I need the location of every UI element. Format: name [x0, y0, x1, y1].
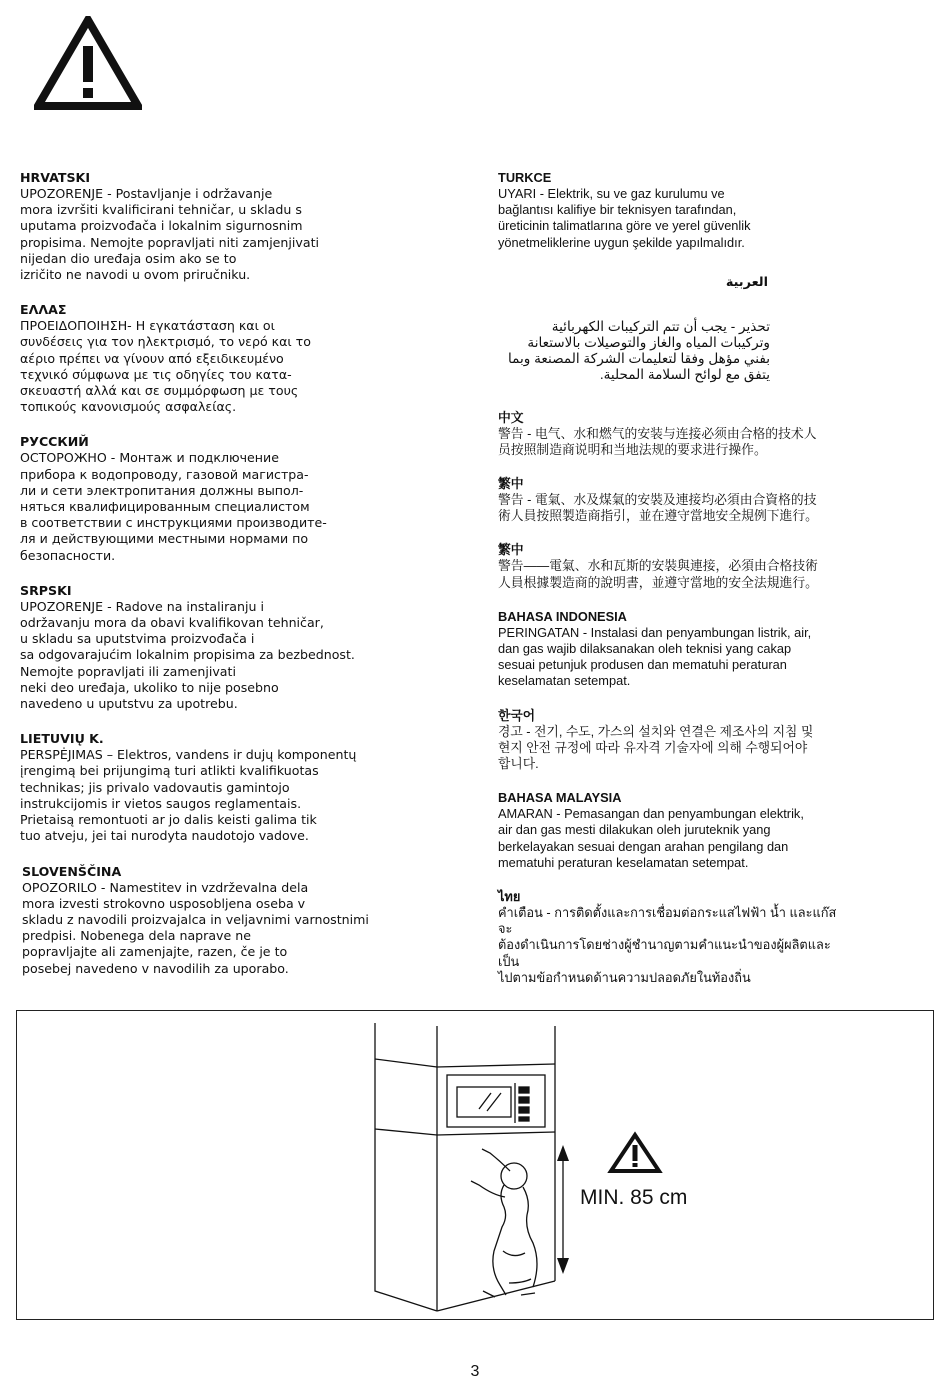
section-body: ОСТОРОЖНО - Монтаж и подключение прибора к водопроводу, газовой магистра- ли и сети электропитания должны выпол- няться квалифицированным специалистом в соответствии с инструкциями производите- ля и действующими местными нормами по безопасности.: [20, 450, 327, 563]
section-body: PERINGATAN - Instalasi dan penyambungan listrik, air, dan gas wajib dilaksanakan oleh teknisi yang cakap sesuai petunjuk produsen dan mematuhi peraturan keselamatan setempat.: [498, 624, 812, 689]
page-number: 3: [470, 1363, 480, 1380]
section-heading: SLOVENŠČINA: [22, 863, 122, 879]
section-srpski: [20, 583, 460, 712]
section-body: 警告——電氣、水和瓦斯的安裝與連接，必須由合格技術 人員根據製造商的說明書，並遵守當地的安全法規進行。: [498, 558, 818, 590]
section-body: AMARAN - Pemasangan dan penyambungan elektrik, air dan gas mesti dilakukan oleh juruteknik yang berkelayakan sesuai dengan arahan pengilang dan mematuhi peraturan keselamatan setempat.: [498, 806, 804, 870]
section-heading: BAHASA MALAYSIA: [498, 790, 622, 806]
section-heading: TURKCE: [498, 170, 552, 185]
section-heading: HRVATSKI: [20, 170, 91, 185]
section-zh-traditional: [498, 476, 848, 524]
section-hrvatski: [20, 170, 460, 283]
section-greek: [20, 302, 460, 415]
warning-triangle-icon: [34, 16, 142, 110]
section-body: 경고 - 전기, 수도, 가스의 설치와 연결은 제조사의 지침 및 현지 안전 규정에 따라 유자격 기술자에 의해 수행되어야 합니다.: [498, 723, 814, 772]
min-height-label: MIN. 85 cm: [580, 1186, 688, 1209]
section-heading: 繁中: [498, 476, 524, 492]
section-body: 警告 - 電氣、水及煤氣的安裝及連接均必須由合資格的技 術人員按照製造商指引，並在遵守當地安全規例下進行。: [498, 492, 818, 524]
section-zh-simplified: [498, 410, 848, 458]
section-heading: LIETUVIŲ K.: [20, 731, 104, 747]
section-body: UYARI - Elektrik, su ve gaz kurulumu ve bağlantısı kalifiye bir teknisyen tarafından, üreticinin talimatlarına göre ve yerel güvenlik yönetmeliklerine uygun şekilde yapılmalıdır.: [498, 186, 751, 250]
section-body: UPOZORENJE - Radove na instaliranju i održavanju mora da obavi kvalifikovan tehničar, u skladu sa uputstvima proizvođača i sa odgovarajućim lokalnim propisima za bezbednost. Nemojte popravljati ili zamenjivati neki deo uređaja, ukoliko to nije posebno navedeno u uputstvu za upotrebu.: [20, 598, 355, 712]
cabinet-child-illustration: [17, 1011, 933, 1319]
section-heading: РУССКИЙ: [20, 434, 89, 450]
section-heading: 中文: [498, 409, 524, 425]
section-bahasa-indonesia: [498, 609, 848, 690]
small-warning-icon: [611, 1135, 659, 1171]
section-body: คำเตือน - การติดตั้งและการเชื่อมต่อกระแสไฟฟ้า น้ำ และแก๊สจะ ต้องดำเนินการโดยช่างผู้ชำนาญตามคำแนะนำของผู้ผลิตและเป็น ไปตามข้อกำหนดด้านความปลอดภัยในท้องถิ่น: [498, 905, 837, 985]
section-body: UPOZORENJE - Postavljanje i održavanje mora izvršiti kvalificirani tehničar, u skladu s uputama proizvođača i lokalnim sigurnosnim propisima. Nemojte popravljati niti zamjenjivati nijedan dio uređaja osim ako se to izričito ne navodi u ovom priručniku.: [20, 186, 320, 283]
section-turkce: [498, 170, 848, 251]
section-korean: [498, 708, 848, 773]
section-body: ΠΡΟΕΙΔΟΠΟΙΗΣΗ- Η εγκατάσταση και οι συνδέσεις για τον ηλεκτρισμό, το νερό και το αέριο πρέπει να γίνουν από εξειδικευμένο τεχνικό σύμφωνα με τις οδηγίες του κατα- σκευαστή αλλά και σε συμμόρφωση με τους τοπικούς κανονισμούς ασφαλείας.: [20, 318, 311, 415]
section-slovenscina: [22, 864, 460, 977]
section-body: OPOZORILO - Namestitev in vzdrževalna dela mora izvesti strokovno usposobljena oseba v skladu z navodili proizvajalca in veljavnimi varnostnimi predpisi. Nobenega dela naprave ne popravljajte ali zamenjajte, razen, če je to posebej navedeno v navodilih za uporabo.: [22, 879, 369, 976]
section-heading: العربية: [725, 273, 768, 289]
right-column: [498, 170, 848, 1004]
section-thai: [498, 889, 848, 986]
installation-figure: [16, 1010, 934, 1320]
section-lietuviu: [20, 731, 460, 844]
left-column: [20, 170, 460, 996]
section-zh-traditional-tw: [498, 542, 848, 590]
section-bahasa-malaysia: [498, 790, 848, 871]
section-heading: ΕΛΛΑΣ: [20, 302, 67, 318]
section-heading: SRPSKI: [20, 582, 72, 598]
section-heading: 한국어: [498, 707, 536, 723]
section-body: PERSPĖJIMAS – Elektros, vandens ir dujų komponentų įrengimą bei prijungimą turi atlikti kvalifikuotas technikas; jis privalo vadovautis gamintojo instrukcijomis ir vietos saugos reglamentais. Prietaisą remontuoti ar jo dalis keisti galima tik tuo atveju, jei tai nurodyta naudotojo vadove.: [20, 747, 357, 844]
section-heading: ไทย: [498, 889, 521, 905]
section-heading: BAHASA INDONESIA: [498, 608, 627, 624]
section-body: تحذير - يجب أن تتم التركيبات الكهربائية وتركيبات المياه والغاز والتوصيلات بالاستعانة بفني مؤهل وفقا لتعليمات الشركة المصنعة وبما يتفق مع لوائح السلامة المحلية.: [508, 318, 770, 383]
section-russian: [20, 434, 460, 563]
section-heading: 繁中: [498, 542, 524, 558]
section-arabic: [498, 265, 770, 384]
section-body: 警告 - 电气、水和燃气的安装与连接必须由合格的技术人 员按照制造商说明和当地法规的要求进行操作。: [498, 425, 817, 457]
